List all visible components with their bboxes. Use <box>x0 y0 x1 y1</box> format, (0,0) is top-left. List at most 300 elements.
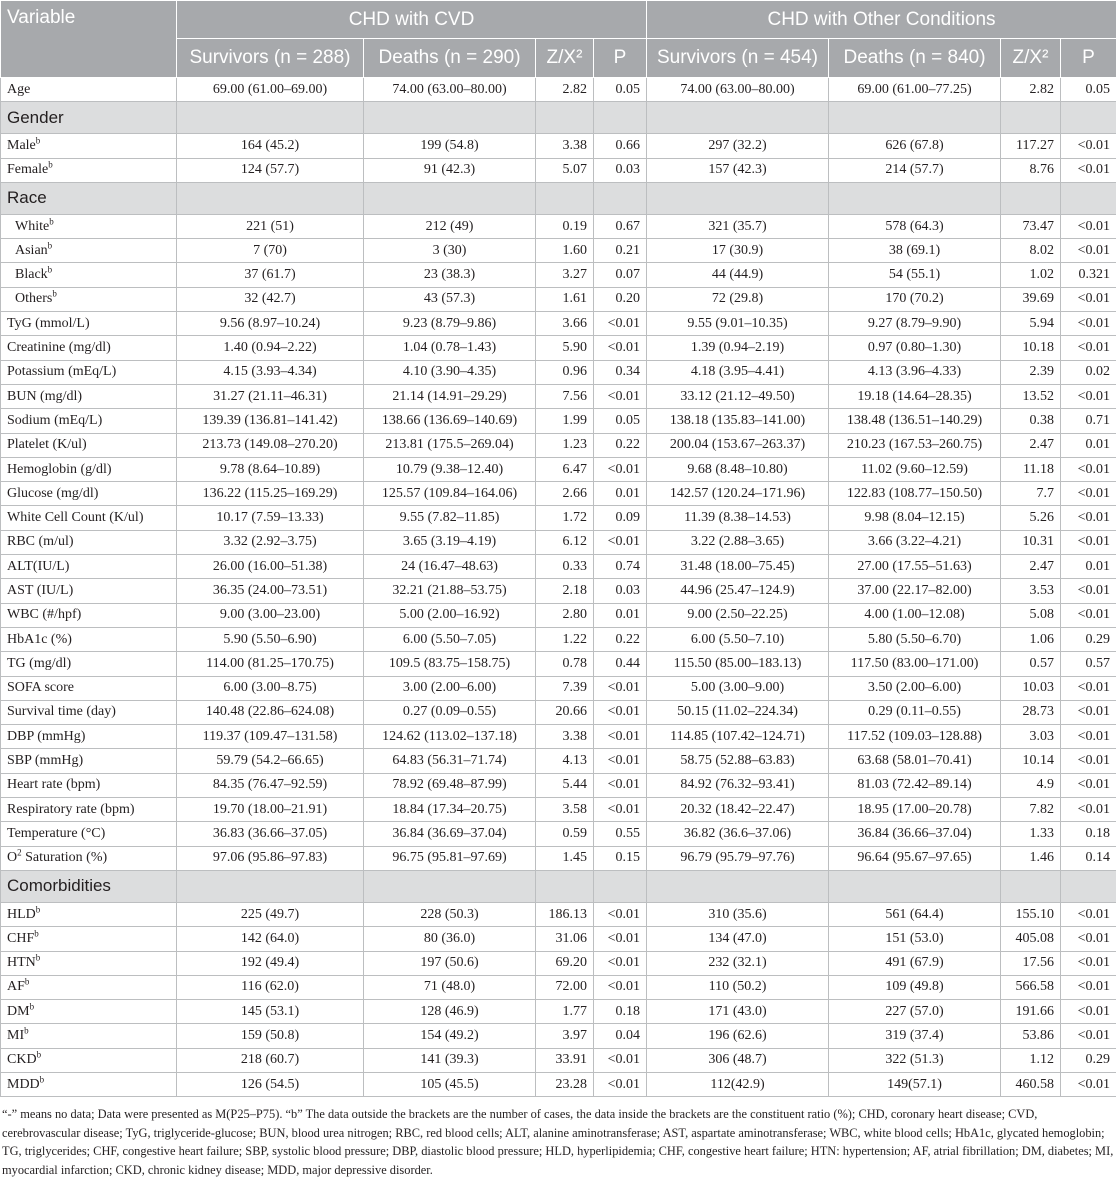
group-other-header: CHD with Other Conditions <box>647 1 1116 39</box>
row-label <box>1 482 177 506</box>
z-other-cell: 13.52 <box>1001 384 1061 408</box>
z-other-cell: 5.94 <box>1001 312 1061 336</box>
z-other-cell: 10.31 <box>1001 530 1061 554</box>
row-label-text: TyG (mmol/L) <box>7 315 90 331</box>
survivors-cvd-cell: 6.00 (3.00–8.75) <box>177 676 364 700</box>
deaths-cvd-cell: 91 (42.3) <box>364 158 536 182</box>
deaths-cvd-cell: 5.00 (2.00–16.92) <box>364 603 536 627</box>
row-label <box>1 158 177 182</box>
p-other-cell: <0.01 <box>1061 1024 1116 1048</box>
survivors-other-cell: 6.00 (5.50–7.10) <box>647 627 829 651</box>
table-row <box>1 158 1116 182</box>
z-other-cell: 0.38 <box>1001 409 1061 433</box>
table-row <box>1 506 1116 530</box>
z-other-cell: 10.03 <box>1001 676 1061 700</box>
deaths-cvd-cell: 9.23 (8.79–9.86) <box>364 312 536 336</box>
section-filler-cell <box>1001 182 1061 214</box>
section-filler-cell <box>536 182 594 214</box>
survivors-other-cell: 5.00 (3.00–9.00) <box>647 676 829 700</box>
row-label-text: Male <box>7 137 36 153</box>
section-filler-cell <box>647 870 829 902</box>
p-other-cell: <0.01 <box>1061 134 1116 158</box>
row-label-text: ALT(IU/L) <box>7 558 70 574</box>
table-row <box>1 555 1116 579</box>
p-cvd-header: P <box>594 39 647 78</box>
deaths-cvd-cell: 9.55 (7.82–11.85) <box>364 506 536 530</box>
row-label <box>1 214 177 238</box>
z-other-cell: 2.47 <box>1001 555 1061 579</box>
survivors-other-cell: 9.68 (8.48–10.80) <box>647 457 829 481</box>
z-other-cell: 3.03 <box>1001 725 1061 749</box>
survivors-other-cell: 196 (62.6) <box>647 1024 829 1048</box>
row-label <box>1 1024 177 1048</box>
z-cvd-cell: 1.60 <box>536 239 594 263</box>
survivors-other-cell: 138.18 (135.83–141.00) <box>647 409 829 433</box>
deaths-cvd-cell: 10.79 (9.38–12.40) <box>364 457 536 481</box>
p-other-cell: <0.01 <box>1061 158 1116 182</box>
section-row <box>1 182 1116 214</box>
survivors-other-cell: 20.32 (18.42–22.47) <box>647 798 829 822</box>
p-other-cell: <0.01 <box>1061 975 1116 999</box>
row-label <box>1 506 177 530</box>
deaths-cvd-cell: 64.83 (56.31–71.74) <box>364 749 536 773</box>
z-other-cell: 8.02 <box>1001 239 1061 263</box>
row-label <box>1 263 177 287</box>
z-other-cell: 0.57 <box>1001 652 1061 676</box>
section-filler-cell <box>1061 870 1116 902</box>
survivors-cvd-cell: 213.73 (149.08–270.20) <box>177 433 364 457</box>
p-cvd-cell: 0.55 <box>594 822 647 846</box>
table-row <box>1 239 1116 263</box>
row-label-text: WBC (#/hpf) <box>7 607 82 623</box>
p-cvd-cell: 0.05 <box>594 78 647 102</box>
z-other-cell: 17.56 <box>1001 951 1061 975</box>
row-label <box>1 433 177 457</box>
p-other-cell: <0.01 <box>1061 927 1116 951</box>
row-label <box>1 951 177 975</box>
deaths-other-cell: 0.97 (0.80–1.30) <box>829 336 1001 360</box>
p-cvd-cell: 0.34 <box>594 360 647 384</box>
row-label-superscript: b <box>39 1073 45 1084</box>
p-other-cell: <0.01 <box>1061 902 1116 926</box>
row-label <box>1 384 177 408</box>
table-row <box>1 822 1116 846</box>
survivors-other-cell: 84.92 (76.32–93.41) <box>647 773 829 797</box>
section-filler-cell <box>829 182 1001 214</box>
table-row <box>1 409 1116 433</box>
p-other-cell: <0.01 <box>1061 1000 1116 1024</box>
p-other-cell: <0.01 <box>1061 287 1116 311</box>
section-filler-cell <box>177 102 364 134</box>
row-label <box>1 579 177 603</box>
deaths-cvd-cell: 24 (16.47–48.63) <box>364 555 536 579</box>
deaths-other-cell: 151 (53.0) <box>829 927 1001 951</box>
z-cvd-cell: 1.72 <box>536 506 594 530</box>
deaths-cvd-cell: 154 (49.2) <box>364 1024 536 1048</box>
row-label-text: MDD <box>7 1076 40 1092</box>
p-cvd-cell: 0.04 <box>594 1024 647 1048</box>
table-row <box>1 902 1116 926</box>
survivors-cvd-header: Survivors (n = 288) <box>177 39 364 78</box>
deaths-other-cell: 214 (57.7) <box>829 158 1001 182</box>
p-cvd-cell: <0.01 <box>594 902 647 926</box>
section-filler-cell <box>536 102 594 134</box>
row-label <box>1 773 177 797</box>
p-cvd-cell: <0.01 <box>594 530 647 554</box>
p-cvd-cell: <0.01 <box>594 457 647 481</box>
row-label-text: CHF <box>7 930 35 946</box>
section-filler-cell <box>536 870 594 902</box>
deaths-other-cell: 138.48 (136.51–140.29) <box>829 409 1001 433</box>
deaths-cvd-cell: 228 (50.3) <box>364 902 536 926</box>
row-label <box>1 627 177 651</box>
row-label <box>1 846 177 870</box>
deaths-cvd-cell: 212 (49) <box>364 214 536 238</box>
table-row <box>1 433 1116 457</box>
section-filler-cell <box>594 870 647 902</box>
row-label-text: Creatinine (mg/dl) <box>7 340 111 356</box>
p-cvd-cell: 0.44 <box>594 652 647 676</box>
row-label-text: Age <box>7 81 31 97</box>
row-label <box>1 975 177 999</box>
survivors-cvd-cell: 59.79 (54.2–66.65) <box>177 749 364 773</box>
row-label <box>1 822 177 846</box>
row-label-text: SBP (mmHg) <box>7 753 84 769</box>
survivors-other-cell: 321 (35.7) <box>647 214 829 238</box>
z-cvd-cell: 5.07 <box>536 158 594 182</box>
p-other-cell: <0.01 <box>1061 384 1116 408</box>
survivors-cvd-cell: 36.35 (24.00–73.51) <box>177 579 364 603</box>
survivors-cvd-cell: 19.70 (18.00–21.91) <box>177 798 364 822</box>
z-other-cell: 155.10 <box>1001 902 1061 926</box>
p-cvd-cell: 0.20 <box>594 287 647 311</box>
p-cvd-cell: 0.22 <box>594 627 647 651</box>
z-cvd-cell: 3.58 <box>536 798 594 822</box>
deaths-cvd-cell: 21.14 (14.91–29.29) <box>364 384 536 408</box>
p-cvd-cell: <0.01 <box>594 384 647 408</box>
deaths-cvd-cell: 0.27 (0.09–0.55) <box>364 700 536 724</box>
deaths-other-cell: 19.18 (14.64–28.35) <box>829 384 1001 408</box>
p-cvd-cell: <0.01 <box>594 1072 647 1096</box>
table-row <box>1 603 1116 627</box>
p-other-cell: 0.01 <box>1061 555 1116 579</box>
z-other-cell: 7.82 <box>1001 798 1061 822</box>
survivors-other-cell: 44.96 (25.47–124.9) <box>647 579 829 603</box>
row-label-text: Sodium (mEq/L) <box>7 412 103 428</box>
row-label-superscript: b <box>35 135 41 146</box>
survivors-cvd-cell: 84.35 (76.47–92.59) <box>177 773 364 797</box>
table-row <box>1 1048 1116 1072</box>
survivors-cvd-cell: 3.32 (2.92–3.75) <box>177 530 364 554</box>
survivors-cvd-cell: 26.00 (16.00–51.38) <box>177 555 364 579</box>
deaths-cvd-cell: 96.75 (95.81–97.69) <box>364 846 536 870</box>
section-filler-cell <box>364 870 536 902</box>
table-row <box>1 676 1116 700</box>
survivors-cvd-cell: 5.90 (5.50–6.90) <box>177 627 364 651</box>
section-label: Comorbidities <box>1 870 177 902</box>
p-other-cell: 0.29 <box>1061 627 1116 651</box>
table-row <box>1 530 1116 554</box>
table-row <box>1 927 1116 951</box>
z-cvd-cell: 69.20 <box>536 951 594 975</box>
row-label-text: MI <box>7 1028 25 1044</box>
row-label <box>1 652 177 676</box>
row-label-text: Respiratory rate (bpm) <box>7 801 135 817</box>
p-cvd-cell: <0.01 <box>594 1048 647 1072</box>
survivors-other-cell: 11.39 (8.38–14.53) <box>647 506 829 530</box>
z-other-cell: 5.08 <box>1001 603 1061 627</box>
deaths-cvd-cell: 141 (39.3) <box>364 1048 536 1072</box>
z-cvd-cell: 2.66 <box>536 482 594 506</box>
row-label-superscript: b <box>24 976 30 987</box>
row-label <box>1 239 177 263</box>
p-other-cell: 0.71 <box>1061 409 1116 433</box>
deaths-other-cell: 54 (55.1) <box>829 263 1001 287</box>
table-row <box>1 384 1116 408</box>
variable-header: Variable <box>1 1 177 78</box>
row-label <box>1 902 177 926</box>
deaths-cvd-cell: 23 (38.3) <box>364 263 536 287</box>
table-row <box>1 627 1116 651</box>
survivors-cvd-cell: 139.39 (136.81–141.42) <box>177 409 364 433</box>
z-other-cell: 1.12 <box>1001 1048 1061 1072</box>
survivors-cvd-cell: 7 (70) <box>177 239 364 263</box>
row-label-superscript: b <box>35 903 41 914</box>
row-label <box>1 360 177 384</box>
survivors-cvd-cell: 9.00 (3.00–23.00) <box>177 603 364 627</box>
table-row <box>1 749 1116 773</box>
z-cvd-cell: 31.06 <box>536 927 594 951</box>
row-label <box>1 603 177 627</box>
p-cvd-cell: <0.01 <box>594 700 647 724</box>
row-label <box>1 798 177 822</box>
survivors-cvd-cell: 32 (42.7) <box>177 287 364 311</box>
deaths-cvd-cell: 3.00 (2.00–6.00) <box>364 676 536 700</box>
survivors-other-cell: 3.22 (2.88–3.65) <box>647 530 829 554</box>
row-label-text: BUN (mg/dl) <box>7 388 83 404</box>
row-label <box>1 312 177 336</box>
p-other-cell: 0.18 <box>1061 822 1116 846</box>
deaths-cvd-cell: 128 (46.9) <box>364 1000 536 1024</box>
row-label-text: CKD <box>7 1052 37 1068</box>
survivors-cvd-cell: 164 (45.2) <box>177 134 364 158</box>
deaths-other-cell: 561 (64.4) <box>829 902 1001 926</box>
survivors-other-cell: 33.12 (21.12–49.50) <box>647 384 829 408</box>
table-row <box>1 214 1116 238</box>
p-cvd-cell: 0.15 <box>594 846 647 870</box>
row-label-superscript: b <box>49 215 54 226</box>
z-cvd-cell: 3.38 <box>536 725 594 749</box>
row-label-text: RBC (m/ul) <box>7 534 74 550</box>
deaths-other-cell: 117.50 (83.00–171.00) <box>829 652 1001 676</box>
row-label <box>1 1072 177 1096</box>
row-label-superscript: b <box>24 1025 29 1036</box>
section-filler-cell <box>647 102 829 134</box>
row-label <box>1 457 177 481</box>
row-label-text: HLD <box>7 906 36 922</box>
p-other-cell: 0.321 <box>1061 263 1116 287</box>
deaths-other-cell: 626 (67.8) <box>829 134 1001 158</box>
survivors-cvd-cell: 36.83 (36.66–37.05) <box>177 822 364 846</box>
z-cvd-cell: 7.39 <box>536 676 594 700</box>
survivors-other-cell: 110 (50.2) <box>647 975 829 999</box>
z-cvd-cell: 5.90 <box>536 336 594 360</box>
p-other-cell: <0.01 <box>1061 951 1116 975</box>
survivors-cvd-cell: 1.40 (0.94–2.22) <box>177 336 364 360</box>
survivors-cvd-cell: 119.37 (109.47–131.58) <box>177 725 364 749</box>
section-filler-cell <box>177 182 364 214</box>
row-label-text: DM <box>7 1003 30 1019</box>
survivors-other-cell: 1.39 (0.94–2.19) <box>647 336 829 360</box>
z-cvd-cell: 23.28 <box>536 1072 594 1096</box>
z-cvd-cell: 2.82 <box>536 78 594 102</box>
p-cvd-cell: <0.01 <box>594 951 647 975</box>
p-other-cell: 0.57 <box>1061 652 1116 676</box>
survivors-cvd-cell: 159 (50.8) <box>177 1024 364 1048</box>
p-cvd-cell: 0.05 <box>594 409 647 433</box>
survivors-other-cell: 50.15 (11.02–224.34) <box>647 700 829 724</box>
deaths-other-cell: 5.80 (5.50–6.70) <box>829 627 1001 651</box>
survivors-other-cell: 142.57 (120.24–171.96) <box>647 482 829 506</box>
p-other-cell: <0.01 <box>1061 239 1116 263</box>
survivors-other-cell: 36.82 (36.6–37.06) <box>647 822 829 846</box>
row-label-superscript: b <box>52 288 57 299</box>
p-cvd-cell: <0.01 <box>594 725 647 749</box>
z-cvd-cell: 1.45 <box>536 846 594 870</box>
p-cvd-cell: <0.01 <box>594 798 647 822</box>
row-label <box>1 676 177 700</box>
survivors-other-cell: 171 (43.0) <box>647 1000 829 1024</box>
deaths-other-cell: 578 (64.3) <box>829 214 1001 238</box>
deaths-cvd-cell: 105 (45.5) <box>364 1072 536 1096</box>
deaths-cvd-cell: 109.5 (83.75–158.75) <box>364 652 536 676</box>
deaths-other-cell: 210.23 (167.53–260.75) <box>829 433 1001 457</box>
row-label-superscript: b <box>29 1001 35 1012</box>
survivors-other-cell: 310 (35.6) <box>647 902 829 926</box>
deaths-cvd-cell: 36.84 (36.69–37.04) <box>364 822 536 846</box>
z-other-cell: 3.53 <box>1001 579 1061 603</box>
z-cvd-cell: 1.77 <box>536 1000 594 1024</box>
z-cvd-cell: 2.80 <box>536 603 594 627</box>
deaths-other-cell: 149(57.1) <box>829 1072 1001 1096</box>
table-row <box>1 846 1116 870</box>
section-filler-cell <box>1001 102 1061 134</box>
p-other-cell: 0.05 <box>1061 78 1116 102</box>
z-cvd-cell: 0.59 <box>536 822 594 846</box>
p-cvd-cell: 0.22 <box>594 433 647 457</box>
row-label <box>1 78 177 102</box>
z-cvd-cell: 7.56 <box>536 384 594 408</box>
p-other-cell: <0.01 <box>1061 530 1116 554</box>
section-row <box>1 870 1116 902</box>
p-cvd-cell: <0.01 <box>594 927 647 951</box>
table-row <box>1 360 1116 384</box>
section-filler-cell <box>829 870 1001 902</box>
p-other-cell: <0.01 <box>1061 749 1116 773</box>
survivors-other-cell: 9.00 (2.50–22.25) <box>647 603 829 627</box>
z-other-cell: 117.27 <box>1001 134 1061 158</box>
deaths-cvd-cell: 32.21 (21.88–53.75) <box>364 579 536 603</box>
p-other-cell: 0.01 <box>1061 433 1116 457</box>
deaths-cvd-cell: 197 (50.6) <box>364 951 536 975</box>
section-filler-cell <box>829 102 1001 134</box>
row-label-text: Female <box>7 162 49 178</box>
z-other-cell: 1.06 <box>1001 627 1061 651</box>
table-row <box>1 773 1116 797</box>
deaths-cvd-cell: 74.00 (63.00–80.00) <box>364 78 536 102</box>
p-other-cell: <0.01 <box>1061 798 1116 822</box>
z-cvd-cell: 3.38 <box>536 134 594 158</box>
table-row <box>1 700 1116 724</box>
p-cvd-cell: 0.01 <box>594 482 647 506</box>
row-label-superscript: 2 <box>17 847 22 858</box>
table-footnote: “-” means no data; Data were presented as M(P25–P75). “b” The data outside the brackets are the number of cases, the data inside the brackets are the constituent ratio (%); CHD, coronary heart disease; CVD, cerebrovascular disease; TyG, triglyceride-glucose; BUN, blood urea nitrogen; RBC, red blood cells; ALT, alanine aminotransferase; AST, aspartate aminotransferase; WBC, white blood cells; HbA1c, glycated hemoglobin; TG, triglycerides; CHF, congestive heart failure; SBP, systolic blood pressure; DBP, diastolic blood pressure; HLD, hyperlipidemia; CHF, congestive heart failure; HTN: hypertension; AF, atrial fibrillation; DM, diabetes; MI, myocardial infarction; CKD, chronic kidney disease; MDD, major depressive disorder. <box>2 1107 1114 1177</box>
survivors-cvd-cell: 9.78 (8.64–10.89) <box>177 457 364 481</box>
row-label <box>1 336 177 360</box>
p-cvd-cell: 0.18 <box>594 1000 647 1024</box>
z-other-cell: 11.18 <box>1001 457 1061 481</box>
deaths-other-cell: 9.98 (8.04–12.15) <box>829 506 1001 530</box>
survivors-other-cell: 134 (47.0) <box>647 927 829 951</box>
p-other-cell: <0.01 <box>1061 603 1116 627</box>
p-other-cell: <0.01 <box>1061 336 1116 360</box>
deaths-cvd-cell: 3.65 (3.19–4.19) <box>364 530 536 554</box>
section-filler-cell <box>594 102 647 134</box>
section-filler-cell <box>364 182 536 214</box>
deaths-other-cell: 96.64 (95.67–97.65) <box>829 846 1001 870</box>
survivors-cvd-cell: 145 (53.1) <box>177 1000 364 1024</box>
z-cvd-header: Z/X² <box>536 39 594 78</box>
z-cvd-cell: 33.91 <box>536 1048 594 1072</box>
deaths-cvd-header: Deaths (n = 290) <box>364 39 536 78</box>
deaths-cvd-cell: 4.10 (3.90–4.35) <box>364 360 536 384</box>
row-label-text: SOFA score <box>7 680 75 696</box>
deaths-other-cell: 37.00 (22.17–82.00) <box>829 579 1001 603</box>
row-label-text: Heart rate (bpm) <box>7 777 101 793</box>
p-other-cell: <0.01 <box>1061 579 1116 603</box>
z-cvd-cell: 1.99 <box>536 409 594 433</box>
z-cvd-cell: 3.27 <box>536 263 594 287</box>
table-row <box>1 652 1116 676</box>
z-other-cell: 28.73 <box>1001 700 1061 724</box>
survivors-cvd-cell: 4.15 (3.93–4.34) <box>177 360 364 384</box>
p-other-cell: 0.14 <box>1061 846 1116 870</box>
z-cvd-cell: 72.00 <box>536 975 594 999</box>
p-other-cell: <0.01 <box>1061 214 1116 238</box>
survivors-cvd-cell: 31.27 (21.11–46.31) <box>177 384 364 408</box>
table-row <box>1 579 1116 603</box>
z-cvd-cell: 0.96 <box>536 360 594 384</box>
table-row <box>1 457 1116 481</box>
deaths-cvd-cell: 43 (57.3) <box>364 287 536 311</box>
z-other-cell: 5.26 <box>1001 506 1061 530</box>
p-other-cell: <0.01 <box>1061 1072 1116 1096</box>
deaths-other-cell: 38 (69.1) <box>829 239 1001 263</box>
section-filler-cell <box>1061 102 1116 134</box>
survivors-other-cell: 74.00 (63.00–80.00) <box>647 78 829 102</box>
z-other-cell: 4.9 <box>1001 773 1061 797</box>
p-cvd-cell: 0.66 <box>594 134 647 158</box>
table-row <box>1 725 1116 749</box>
survivors-other-cell: 200.04 (153.67–263.37) <box>647 433 829 457</box>
table-row <box>1 336 1116 360</box>
row-label-text: Survival time (day) <box>7 704 116 720</box>
row-label-text: Potassium (mEq/L) <box>7 364 117 380</box>
z-other-cell: 10.14 <box>1001 749 1061 773</box>
survivors-other-cell: 297 (32.2) <box>647 134 829 158</box>
row-label-superscript: b <box>48 159 53 170</box>
z-cvd-cell: 0.19 <box>536 214 594 238</box>
